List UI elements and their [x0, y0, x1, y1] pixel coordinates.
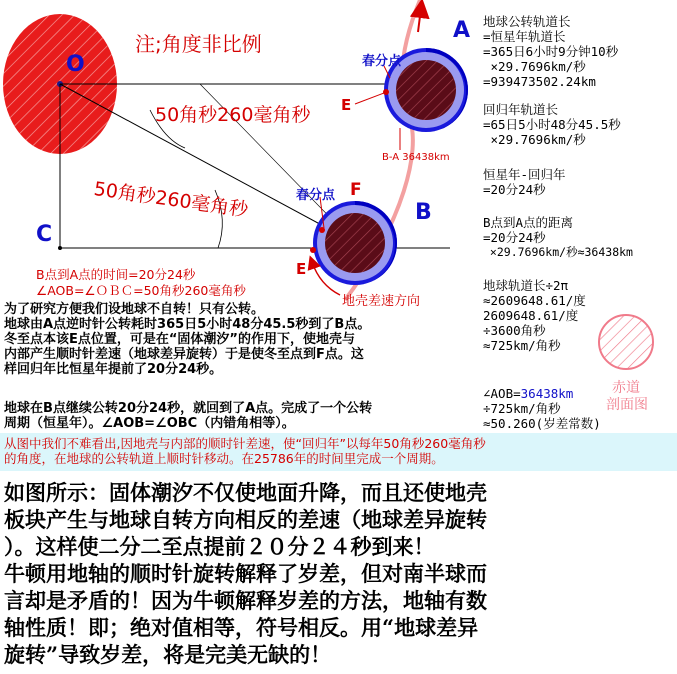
equinox-a-label: 春分点	[362, 54, 402, 69]
calc-line	[483, 197, 677, 215]
angle-label-bottom: 50角秒260毫角秒	[92, 177, 250, 222]
angle-label-top: 50角秒260毫角秒	[155, 104, 311, 126]
calc-line	[483, 147, 677, 167]
equator-section-label: 赤道	[612, 380, 640, 396]
right-column	[483, 14, 677, 353]
calc-line: ≈2609648.61/度	[483, 293, 586, 308]
point-b-label: B	[415, 200, 432, 225]
distance-label: B-A 36438km	[382, 152, 450, 163]
calc-line: ×29.7696km/秒	[483, 59, 586, 74]
earth-a-core-hatch	[396, 60, 456, 120]
calc-line: =939473502.24km	[483, 74, 596, 89]
point-c-label: C	[36, 222, 53, 247]
calc-line	[483, 89, 677, 102]
point-f-label: F	[350, 180, 362, 200]
diagram-note-2: ∠AOB=∠ＯＢＣ=50角秒260毫角秒	[36, 283, 246, 298]
paragraph-1	[4, 302, 370, 377]
aob-calc-line1	[483, 386, 573, 401]
calc-line: =65日5小时48分45.5秒	[483, 117, 621, 132]
calc-line: ×29.7696km/秒	[483, 132, 586, 147]
paragraph-line: 地球由A点逆时针公转耗时365日5小时48分45.5秒到了B点。	[4, 317, 371, 332]
diagram-note-1: B点到A点的时间=20分24秒	[36, 267, 196, 282]
equator-section-label: 剖面图	[606, 397, 648, 413]
paragraph-line: 地球在B点继续公转20分24秒，就回到了A点。完成了一个公转	[4, 401, 373, 416]
aob-calc-value: 36438km	[520, 386, 574, 401]
point-a-label: A	[453, 18, 471, 43]
conclusion	[4, 479, 487, 668]
orbit-arrow	[418, 8, 421, 32]
summary-line: 从图中我们不难看出,因地壳与内部的顺时针差速，使“回归年”以每年50角秒260毫角秒	[4, 436, 486, 451]
paragraph-line: 冬至点本该E点位置，可是在“固体潮汐”的作用下，使地壳与	[4, 332, 355, 347]
conclusion-line: ）。这样使二分二至点提前２０分２４秒到来！	[4, 534, 435, 559]
equinox-b-label: 春分点	[296, 188, 336, 203]
paragraph-line: 周期（恒星年）。∠AOB=∠OBC（内错角相等）。	[4, 416, 295, 431]
summary-line: 的角度，在地球的公转轨道上顺时针移动。在25786年的时间里完成一个周期。	[4, 451, 444, 466]
earth-b-core-hatch	[325, 213, 385, 273]
calc-line: =恒星年轨道长	[483, 29, 566, 44]
calc-line: =20分24秒	[483, 182, 546, 197]
aob-calc-line3: ≈50.260(岁差常数)	[483, 416, 601, 431]
conclusion-line: 言却是矛盾的！因为牛顿解释岁差的方法，地轴有数	[4, 588, 487, 613]
point-e-bottom-label: E	[296, 260, 307, 278]
calc-line: ÷3600角秒	[483, 323, 546, 338]
calc-line: 地球轨道长÷2π	[483, 278, 569, 293]
paragraph-line: 内部产生顺时针差速（地球差异旋转）于是使冬至点到F点。这	[4, 347, 364, 362]
summary-band	[0, 433, 677, 471]
calc-line: =20分24秒	[483, 230, 546, 245]
conclusion-line: 轴性质！即；绝对值相等，符号相反。用“地球差异	[4, 615, 479, 640]
point-e-top-label: E	[341, 96, 352, 114]
calc-line	[483, 260, 677, 278]
calc-line: ≈725km/角秒	[483, 338, 561, 353]
paragraph-2	[4, 401, 372, 431]
conclusion-line: 如图所示：固体潮汐不仅使地面升降，而且还使地壳	[4, 480, 487, 505]
conclusion-line: 板块产生与地球自转方向相反的差速（地球差异旋转	[4, 507, 487, 532]
crust-diff-label: 地壳差速方向	[342, 294, 421, 309]
angle-note: 注;角度非比例	[135, 32, 262, 56]
conclusion-line: 牛顿用地轴的顺时针旋转解释了岁差，但对南半球而	[4, 561, 487, 586]
paragraph-line: 样回归年比恒星年提前了20分24秒。	[4, 362, 223, 377]
point-c-dot	[58, 246, 62, 250]
calc-line: 2609648.61/度	[483, 308, 579, 323]
e-top-pointer	[355, 93, 384, 104]
calc-line: =365日6小时9分钟10秒	[483, 44, 619, 59]
point-o-label: O	[66, 52, 85, 77]
calc-line: 回归年轨道长	[483, 102, 559, 117]
conclusion-line: 旋转”导致岁差，将是完美无缺的！	[4, 642, 332, 667]
calc-line: 恒星年-回归年	[483, 167, 566, 182]
aob-calc-line2: ÷725km/角秒	[483, 401, 561, 416]
paragraph-line: 为了研究方便我们设地球不自转！只有公转。	[4, 302, 265, 317]
aob-calc-prefix: ∠AOB=	[483, 386, 521, 401]
calc-line: ×29.7696km/秒≈36438km	[483, 245, 633, 259]
point-e-bottom	[310, 247, 316, 253]
calc-line: B点到A点的距离	[483, 215, 574, 230]
point-e-top	[383, 89, 389, 95]
calc-line: 地球公转轨道长	[483, 14, 571, 29]
